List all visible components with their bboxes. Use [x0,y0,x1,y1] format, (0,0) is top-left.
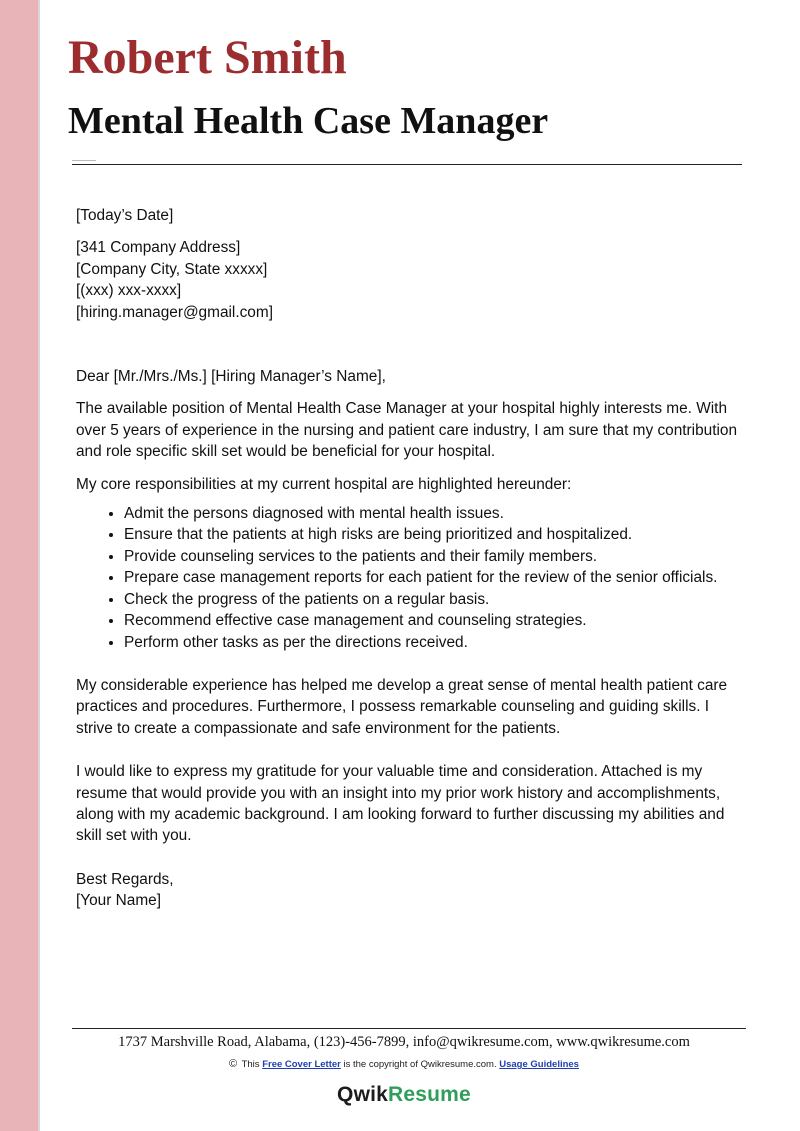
responsibilities-list [76,503,746,653]
list-item: • Ensure that the patients at high risks are being prioritized and hospitalized. [124,524,746,545]
address-line: [Company City, State xxxxx] [76,260,268,278]
footer-divider [72,1028,746,1029]
free-cover-letter-link[interactable]: Free Cover Letter [262,1059,341,1070]
address-line: [(xxx) xxx-xxxx] [76,282,182,300]
header-divider [72,164,742,165]
list-item: • Provide counseling services to the patients and their family members. [124,546,746,567]
applicant-name: Robert Smith [68,31,347,84]
usage-guidelines-link[interactable]: Usage Guidelines [499,1059,579,1070]
logo-text-resume: Resume [388,1083,471,1106]
header-rule-accent [72,160,96,161]
copyright-icon: © [229,1058,238,1070]
address-line: [341 Company Address] [76,239,241,257]
list-item: • Admit the persons diagnosed with mental health issues. [124,503,746,524]
responsibilities-intro: My core responsibilities at my current hospital are highlighted hereunder: [76,475,572,493]
copyright-notice [0,1058,800,1070]
experience-paragraph: My considerable experience has helped me develop a great sense of mental health patient care practices and procedures. Furthermore, I possess remarkable counseling and guiding skills. I strive to create a compassionate and safe environment for the patients. [76,676,728,737]
copyright-prefix: This [241,1059,260,1070]
job-title: Mental Health Case Manager [68,100,549,142]
logo-text-qwik: Qwik [337,1083,389,1106]
list-item: • Check the progress of the patients on a regular basis. [124,589,746,610]
letter-body [76,205,746,912]
closing: Best Regards, [76,870,174,888]
address-line: [hiring.manager@gmail.com] [76,303,273,321]
qwikresume-logo [0,1083,800,1107]
letter-date: [Today’s Date] [76,207,174,224]
intro-paragraph: The available position of Mental Health Case Manager at your hospital highly interests me. With over 5 years of experience in the nursing and patient care industry, I am sure that my contribution and role specific skill set would be beneficial for your hospital. [76,400,738,461]
recipient-address [76,237,746,323]
copyright-middle: is the copyright of Qwikresume.com. [343,1059,497,1070]
list-item: • Perform other tasks as per the directions received. [124,632,746,653]
salutation: Dear [Mr./Mrs./Ms.] [Hiring Manager’s Name], [76,368,386,386]
list-item: • Recommend effective case management and counseling strategies. [124,610,746,631]
list-item: • Prepare case management reports for each patient for the review of the senior officials. [124,567,746,588]
signature: [Your Name] [76,892,161,910]
gratitude-paragraph: I would like to express my gratitude for your valuable time and consideration. Attached is my resume that would provide you with an insight into my prior work history and accomplishments, along with my academic background. I am looking forward to further discussing my abilities and skill set with you. [76,763,725,845]
decorative-side-bar [0,0,40,1131]
footer-address: 1737 Marshville Road, Alabama, (123)-456-7899, info@qwikresume.com, www.qwikresume.com [118,1034,690,1050]
